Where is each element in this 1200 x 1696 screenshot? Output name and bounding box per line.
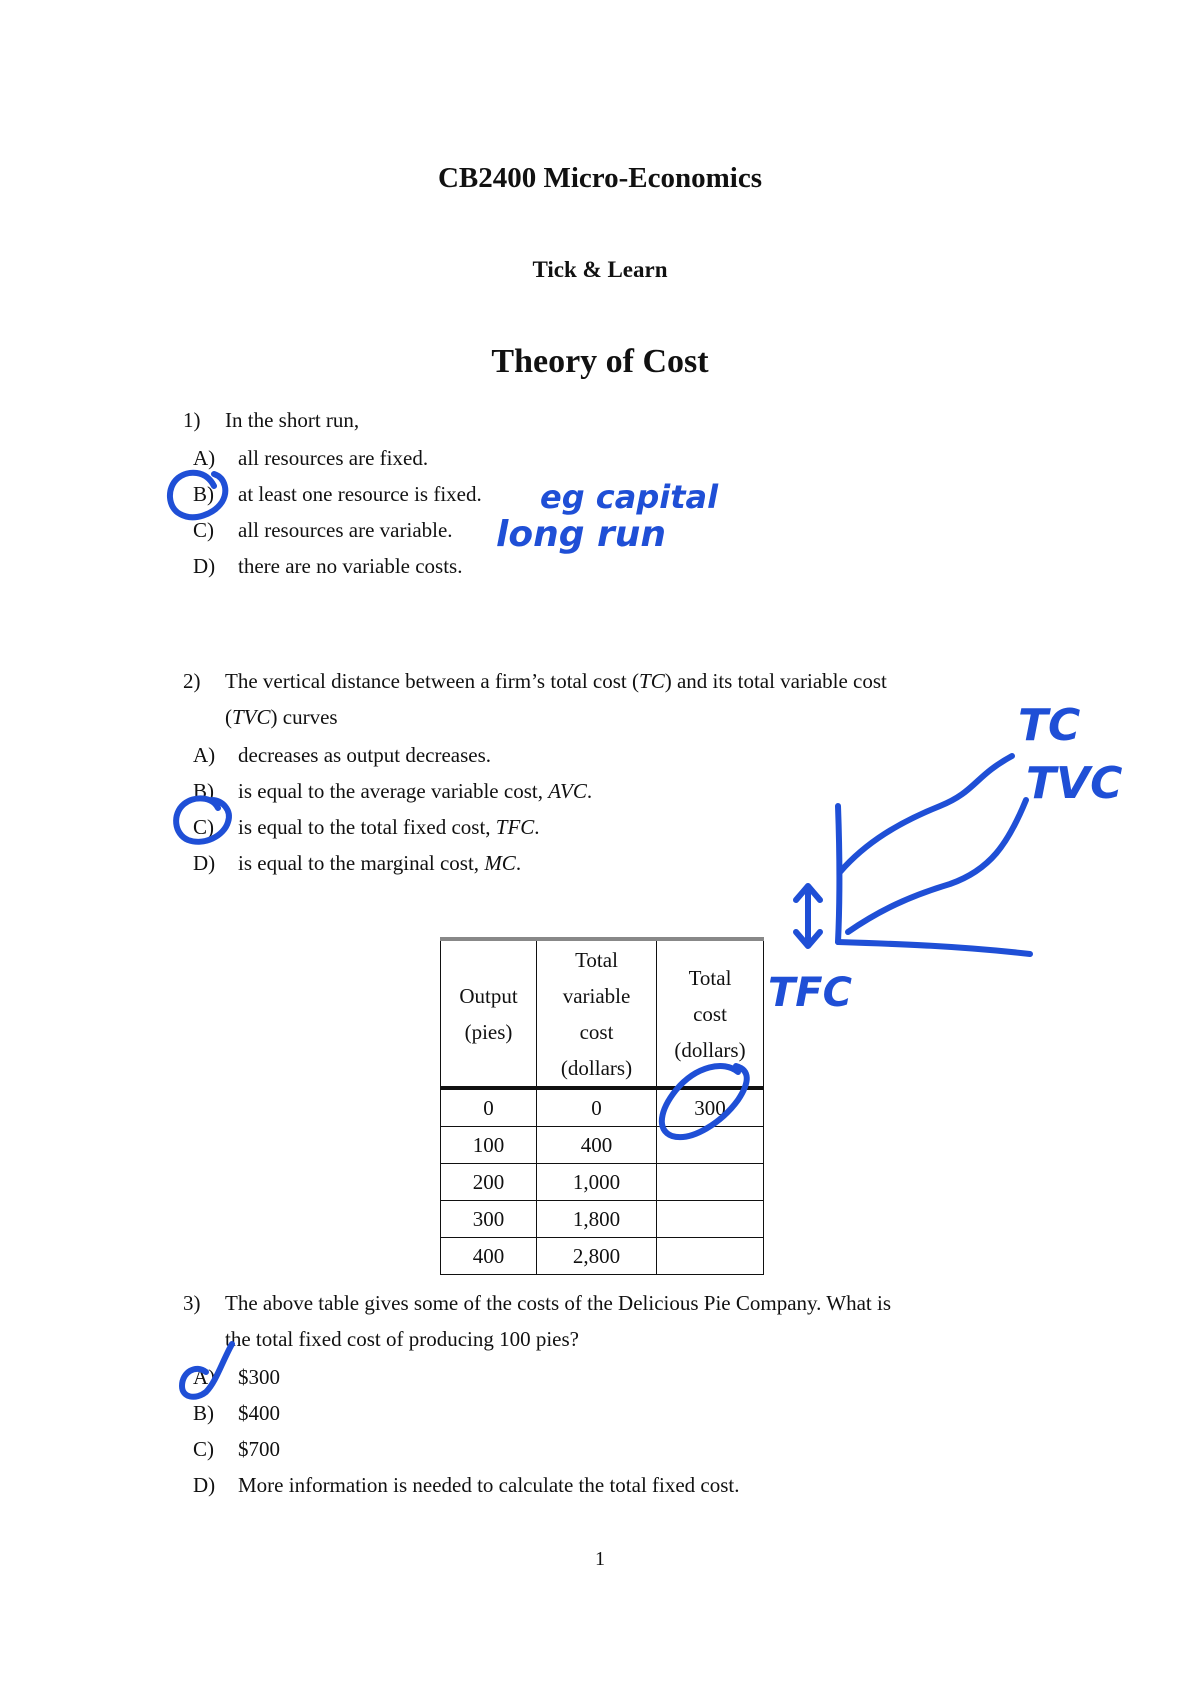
option-letter: B): [193, 779, 214, 803]
course-title: CB2400 Micro-Economics: [437, 162, 763, 194]
cell-output: 0: [441, 1088, 537, 1127]
question-number: 1): [183, 408, 201, 432]
cell-tc: 300: [657, 1088, 764, 1127]
option-text: More information is needed to calculate the total fixed cost.: [238, 1473, 740, 1497]
page-title: Theory of Cost: [491, 343, 709, 380]
annotation-tfc: TFC: [768, 970, 852, 1016]
cell-tvc: 400: [537, 1127, 657, 1164]
option-letter: B): [193, 482, 214, 506]
cell-output: 200: [441, 1164, 537, 1201]
option-letter: C): [193, 518, 214, 542]
header-total-variable-cost: Total variable cost (dollars): [537, 939, 657, 1088]
subtitle: Tick & Learn: [532, 257, 668, 282]
annotation-tvc: TVC: [1026, 758, 1123, 809]
option-letter: C): [193, 815, 214, 839]
graph-x-axis: [838, 942, 1030, 954]
option-text: all resources are fixed.: [238, 446, 429, 470]
answer-check-q3: [182, 1344, 232, 1397]
answer-circle-q2: [176, 798, 229, 841]
option-letter: B): [193, 1401, 214, 1425]
option-letter: D): [193, 554, 216, 578]
answer-circle-q1: [170, 473, 225, 517]
cell-tvc: 2,800: [537, 1238, 657, 1275]
option-letter: A): [193, 743, 216, 767]
option-letter: D): [193, 1473, 216, 1497]
question-number: 2): [183, 669, 201, 693]
option-text: $300: [238, 1365, 280, 1389]
graph-tvc-curve: [848, 800, 1026, 932]
question-stem-line2: (TVC) curves: [225, 705, 338, 729]
option-text: $700: [238, 1437, 280, 1461]
annotation-tc: TC: [1018, 700, 1081, 751]
question-number: 3): [183, 1291, 201, 1315]
graph-tfc-arrow: [796, 886, 820, 946]
option-text: there are no variable costs.: [238, 554, 463, 578]
option-text: decreases as output decreases.: [238, 743, 492, 767]
option-text: is equal to the average variable cost, AVC.: [238, 779, 593, 803]
option-text: is equal to the total fixed cost, TFC.: [238, 815, 540, 839]
question-stem: In the short run,: [225, 408, 360, 432]
question-stem-line1: The vertical distance between a firm’s total cost (TC) and its total variable cost: [225, 669, 887, 693]
option-text: at least one resource is fixed.: [238, 482, 482, 506]
page-number: 1: [595, 1548, 605, 1570]
cell-tvc: 1,800: [537, 1201, 657, 1238]
annotation-eg-capital: eg capital: [540, 478, 719, 516]
option-text: all resources are variable.: [238, 518, 453, 542]
cell-output: 300: [441, 1201, 537, 1238]
header-output: Output (pies): [441, 939, 537, 1088]
cell-output: 400: [441, 1238, 537, 1275]
header-total-cost: Total cost (dollars): [657, 939, 764, 1088]
answer-circle-table: [662, 1066, 747, 1137]
question-stem-line2: the total fixed cost of producing 100 pies?: [225, 1327, 579, 1351]
cell-output: 100: [441, 1127, 537, 1164]
option-letter: C): [193, 1437, 214, 1461]
cell-tvc: 0: [537, 1088, 657, 1127]
option-letter: A): [193, 446, 216, 470]
option-text: is equal to the marginal cost, MC.: [238, 851, 522, 875]
cell-tvc: 1,000: [537, 1164, 657, 1201]
annotation-long-run: long run: [496, 514, 667, 555]
option-letter: A): [193, 1365, 216, 1389]
question-stem-line1: The above table gives some of the costs of the Delicious Pie Company. What is: [225, 1291, 892, 1315]
option-letter: D): [193, 851, 216, 875]
option-text: $400: [238, 1401, 280, 1425]
graph-tc-curve: [840, 756, 1012, 872]
